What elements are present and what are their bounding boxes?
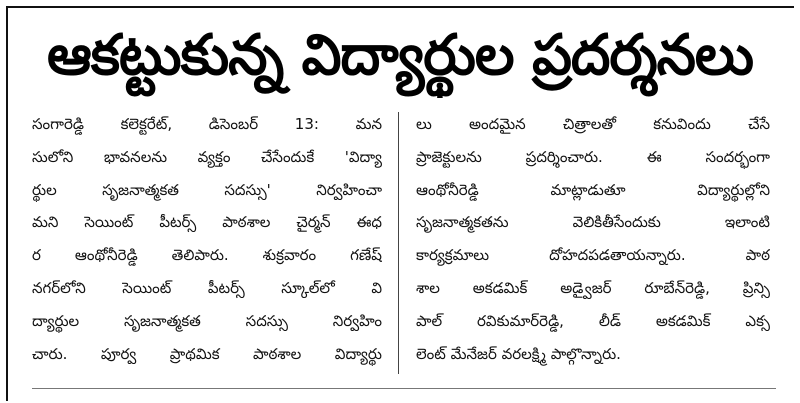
article-line: చారు. పూర్వ ప్రాథమిక పాఠశాల విద్యార్థు bbox=[32, 344, 382, 363]
top-border-rule bbox=[6, 6, 794, 8]
article-line: ర ఆంథోనీరెడ్డి తెలిపారు. శుక్రవారం గణేష్ bbox=[32, 246, 382, 265]
article-line: ఆంథోనీరెడ్డి మాట్లాడుతూ విద్యార్థుల్లోని bbox=[416, 180, 770, 199]
article-line: ద్యార్థుల సృజనాత్మకత సదస్సు నిర్వహిం bbox=[32, 311, 382, 330]
article-column-left bbox=[32, 108, 382, 370]
article-line: నగర్‌లోని సెయింట్ పీటర్స్ స్కూల్‌లో వి bbox=[32, 278, 382, 297]
article-line: లు అందమైన చిత్రాలతో కనువిందు చేసే bbox=[416, 115, 770, 133]
bottom-rule bbox=[32, 388, 776, 389]
article-line: సంగారెడ్డి కలెక్టరేట్, డిసెంబర్ 13: మన bbox=[32, 115, 382, 133]
column-divider bbox=[398, 112, 399, 374]
article-line: సృజనాత్మకతను వెలికితీసేందుకు ఇలాంటి bbox=[416, 213, 770, 232]
article-line: ప్రాజెక్టులను ప్రదర్శించారు. ఈ సందర్భంగా bbox=[416, 147, 770, 166]
headline: ఆకట్టుకున్న విద్యార్థుల ప్రదర్శనలు bbox=[47, 23, 753, 88]
article-line: పాల్ రవికుమార్‌రెడ్డి, లీడ్ అకడమిక్ ఎక్స bbox=[416, 311, 770, 330]
article-line: లెంట్ మేనేజర్ వరలక్ష్మి పాల్గొన్నారు. bbox=[416, 344, 621, 363]
article-line: కార్యక్రమాలు దోహదపడతాయన్నారు. పాఠ bbox=[416, 246, 770, 265]
article-line: ర్థుల సృజనాత్మకత సదస్సు' నిర్వహించా bbox=[32, 180, 382, 199]
article-column-right bbox=[416, 108, 770, 370]
article-line: సులోని భావనలను వ్యక్తం చేసేందుకే 'విద్యా bbox=[32, 147, 382, 166]
article-body bbox=[32, 108, 772, 373]
article-line: మని సెయింట్ పీటర్స్ పాఠశాల చైర్మన్ ఈధ bbox=[32, 213, 382, 232]
article-line: శాల అకడమిక్ అడ్వైజర్ రూబేన్‌రెడ్డి, ప్రిన్సి bbox=[416, 278, 770, 297]
